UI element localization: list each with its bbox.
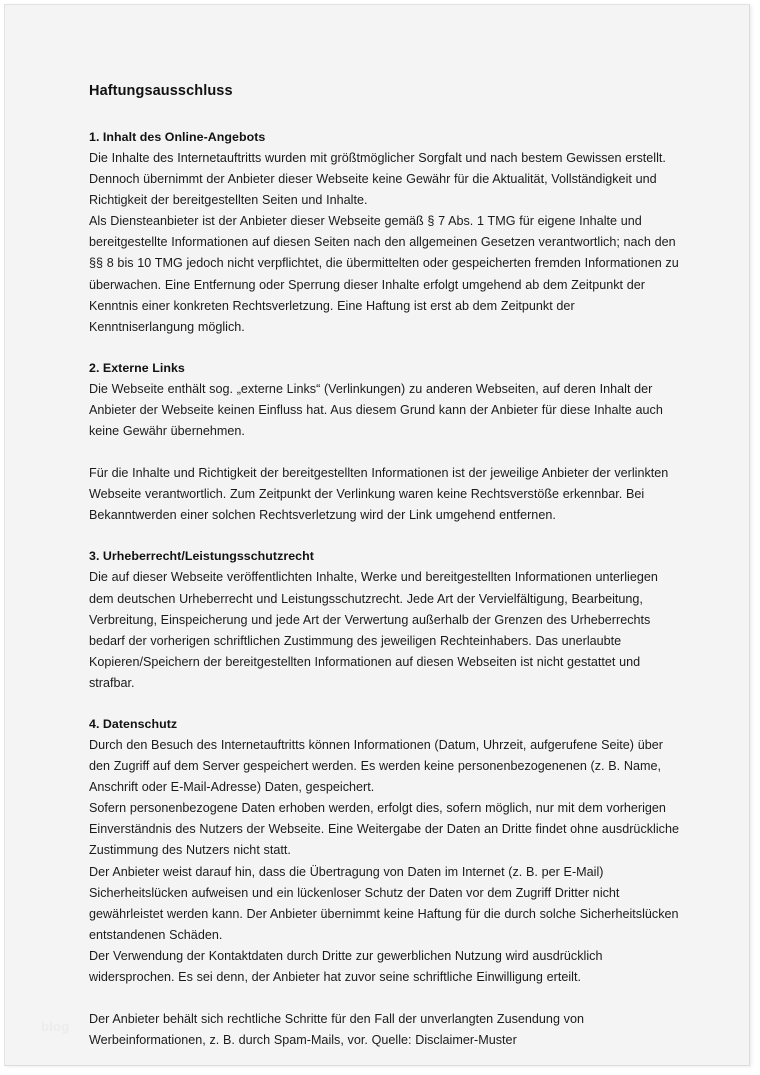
section-paragraph: Durch den Besuch des Internetauftritts können Informationen (Datum, Uhrzeit, aufgerufene Seite) über den Zugriff auf dem Server gespeichert werden. Es werden keine personenbezogenenen (z. B. Name, Anschrift oder E-Mail-Adresse) Daten, gespeichert. xyxy=(89,737,663,795)
section-paragraph: Sofern personenbezogene Daten erhoben werden, erfolgt dies, sofern möglich, nur mit dem vorherigen Einverständnis des Nutzers der Webseite. Eine Weitergabe der Daten an Dritte findet ohne ausdrückliche Zustimmung des Nutzers nicht statt. xyxy=(89,801,679,858)
document-page xyxy=(4,4,750,1066)
document-body xyxy=(89,81,679,1051)
section-heading: 1. Inhalt des Online-Angebots xyxy=(89,130,266,144)
section-paragraph: Der Anbieter weist darauf hin, dass die Übertragung von Daten im Internet (z. B. per E-Mail) Sicherheitslücken aufweisen und ein lückenloser Schutz der Daten vor dem Zugriff Dritter nicht gewährleistet werden kann. Der Anbieter übernimmt keine Haftung für die durch solche Sicherheitslücken entstandenen Schäden. xyxy=(89,864,679,942)
section-urheberrecht-leistungsschutzrecht xyxy=(89,546,679,694)
section-paragraph: Die Inhalte des Internetauftritts wurden mit größtmöglicher Sorgfalt und nach bestem Gewissen erstellt. Dennoch übernimmt der Anbieter dieser Webseite keine Gewähr für die Aktualität, Vollständigkeit und Richtigkeit der bereitgestellten Seiten und Inhalte. xyxy=(89,151,666,208)
page-watermark: blog xyxy=(41,1019,70,1034)
section-paragraph: Die Webseite enthält sog. „externe Links“ (Verlinkungen) zu anderen Webseiten, auf deren Inhalt der Anbieter der Webseite keinen Einfluss hat. Aus diesem Grund kann der Anbieter für diese Inhalte auch keine Gewähr übernehmen. xyxy=(89,381,663,439)
section-heading: 3. Urheberrecht/Leistungsschutzrecht xyxy=(89,549,314,564)
section-inhalt-des-online-angebots xyxy=(89,127,679,338)
section-paragraph: Der Verwendung der Kontaktdaten durch Dritte zur gewerblichen Nutzung wird ausdrücklich widersprochen. Es sei denn, der Anbieter hat zuvor seine schriftliche Einwilligung erteilt. xyxy=(89,948,603,984)
section-datenschutz xyxy=(89,714,679,988)
section-heading: 4. Datenschutz xyxy=(89,716,178,731)
page-title: Haftungsausschluss xyxy=(89,83,233,99)
closing-paragraph: Der Anbieter behält sich rechtliche Schritte für den Fall der unverlangten Zusendung von Werbeinformationen, z. B. durch Spam-Mails, vor. Quelle: Disclaimer-Muster xyxy=(89,1012,584,1048)
section-externe-links xyxy=(89,358,679,527)
section-heading: 2. Externe Links xyxy=(89,360,185,375)
section-paragraph: Für die Inhalte und Richtigkeit der bereitgestellten Informationen ist der jeweilige Anbieter der verlinkten Webseite verantwortlich. Zum Zeitpunkt der Verlinkung waren keine Rechtsverstöße erkennbar. Bei Bekanntwerden einer solchen Rechtsverletzung wird der Link umgehend entfernen. xyxy=(89,466,669,523)
section-paragraph: Als Diensteanbieter ist der Anbieter dieser Webseite gemäß § 7 Abs. 1 TMG für eigene Inhalte und bereitgestellte Informationen auf diesen Seiten nach den allgemeinen Gesetzen verantwortlich; nach den §§ 8 bis 10 TMG jedoch nicht verpflichtet, die übermittelten oder gespeicherten fremden Informationen zu überwachen. Eine Entfernung oder Sperrung dieser Inhalte erfolgt umgehend ab dem Zeitpunkt der Kenntnis einer konkreten Rechtsverletzung. Eine Haftung ist erst ab dem Zeitpunkt der Kenntniserlangung möglich. xyxy=(89,214,679,334)
section-paragraph: Die auf dieser Webseite veröffentlichten Inhalte, Werke und bereitgestellten Informationen unterliegen dem deutschen Urheberrecht und Leistungsschutzrecht. Jede Art der Vervielfältigung, Bearbeitung, Verbreitung, Einspeicherung und jede Art der Verwertung außerhalb der Grenzen des Urheberrechts bedarf der vorherigen schriftlichen Zustimmung des jeweiligen Rechteinhabers. Das unerlaubte Kopieren/Speichern der bereitgestellten Informationen auf diesen Webseiten ist nicht gestattet und strafbar. xyxy=(89,570,658,690)
